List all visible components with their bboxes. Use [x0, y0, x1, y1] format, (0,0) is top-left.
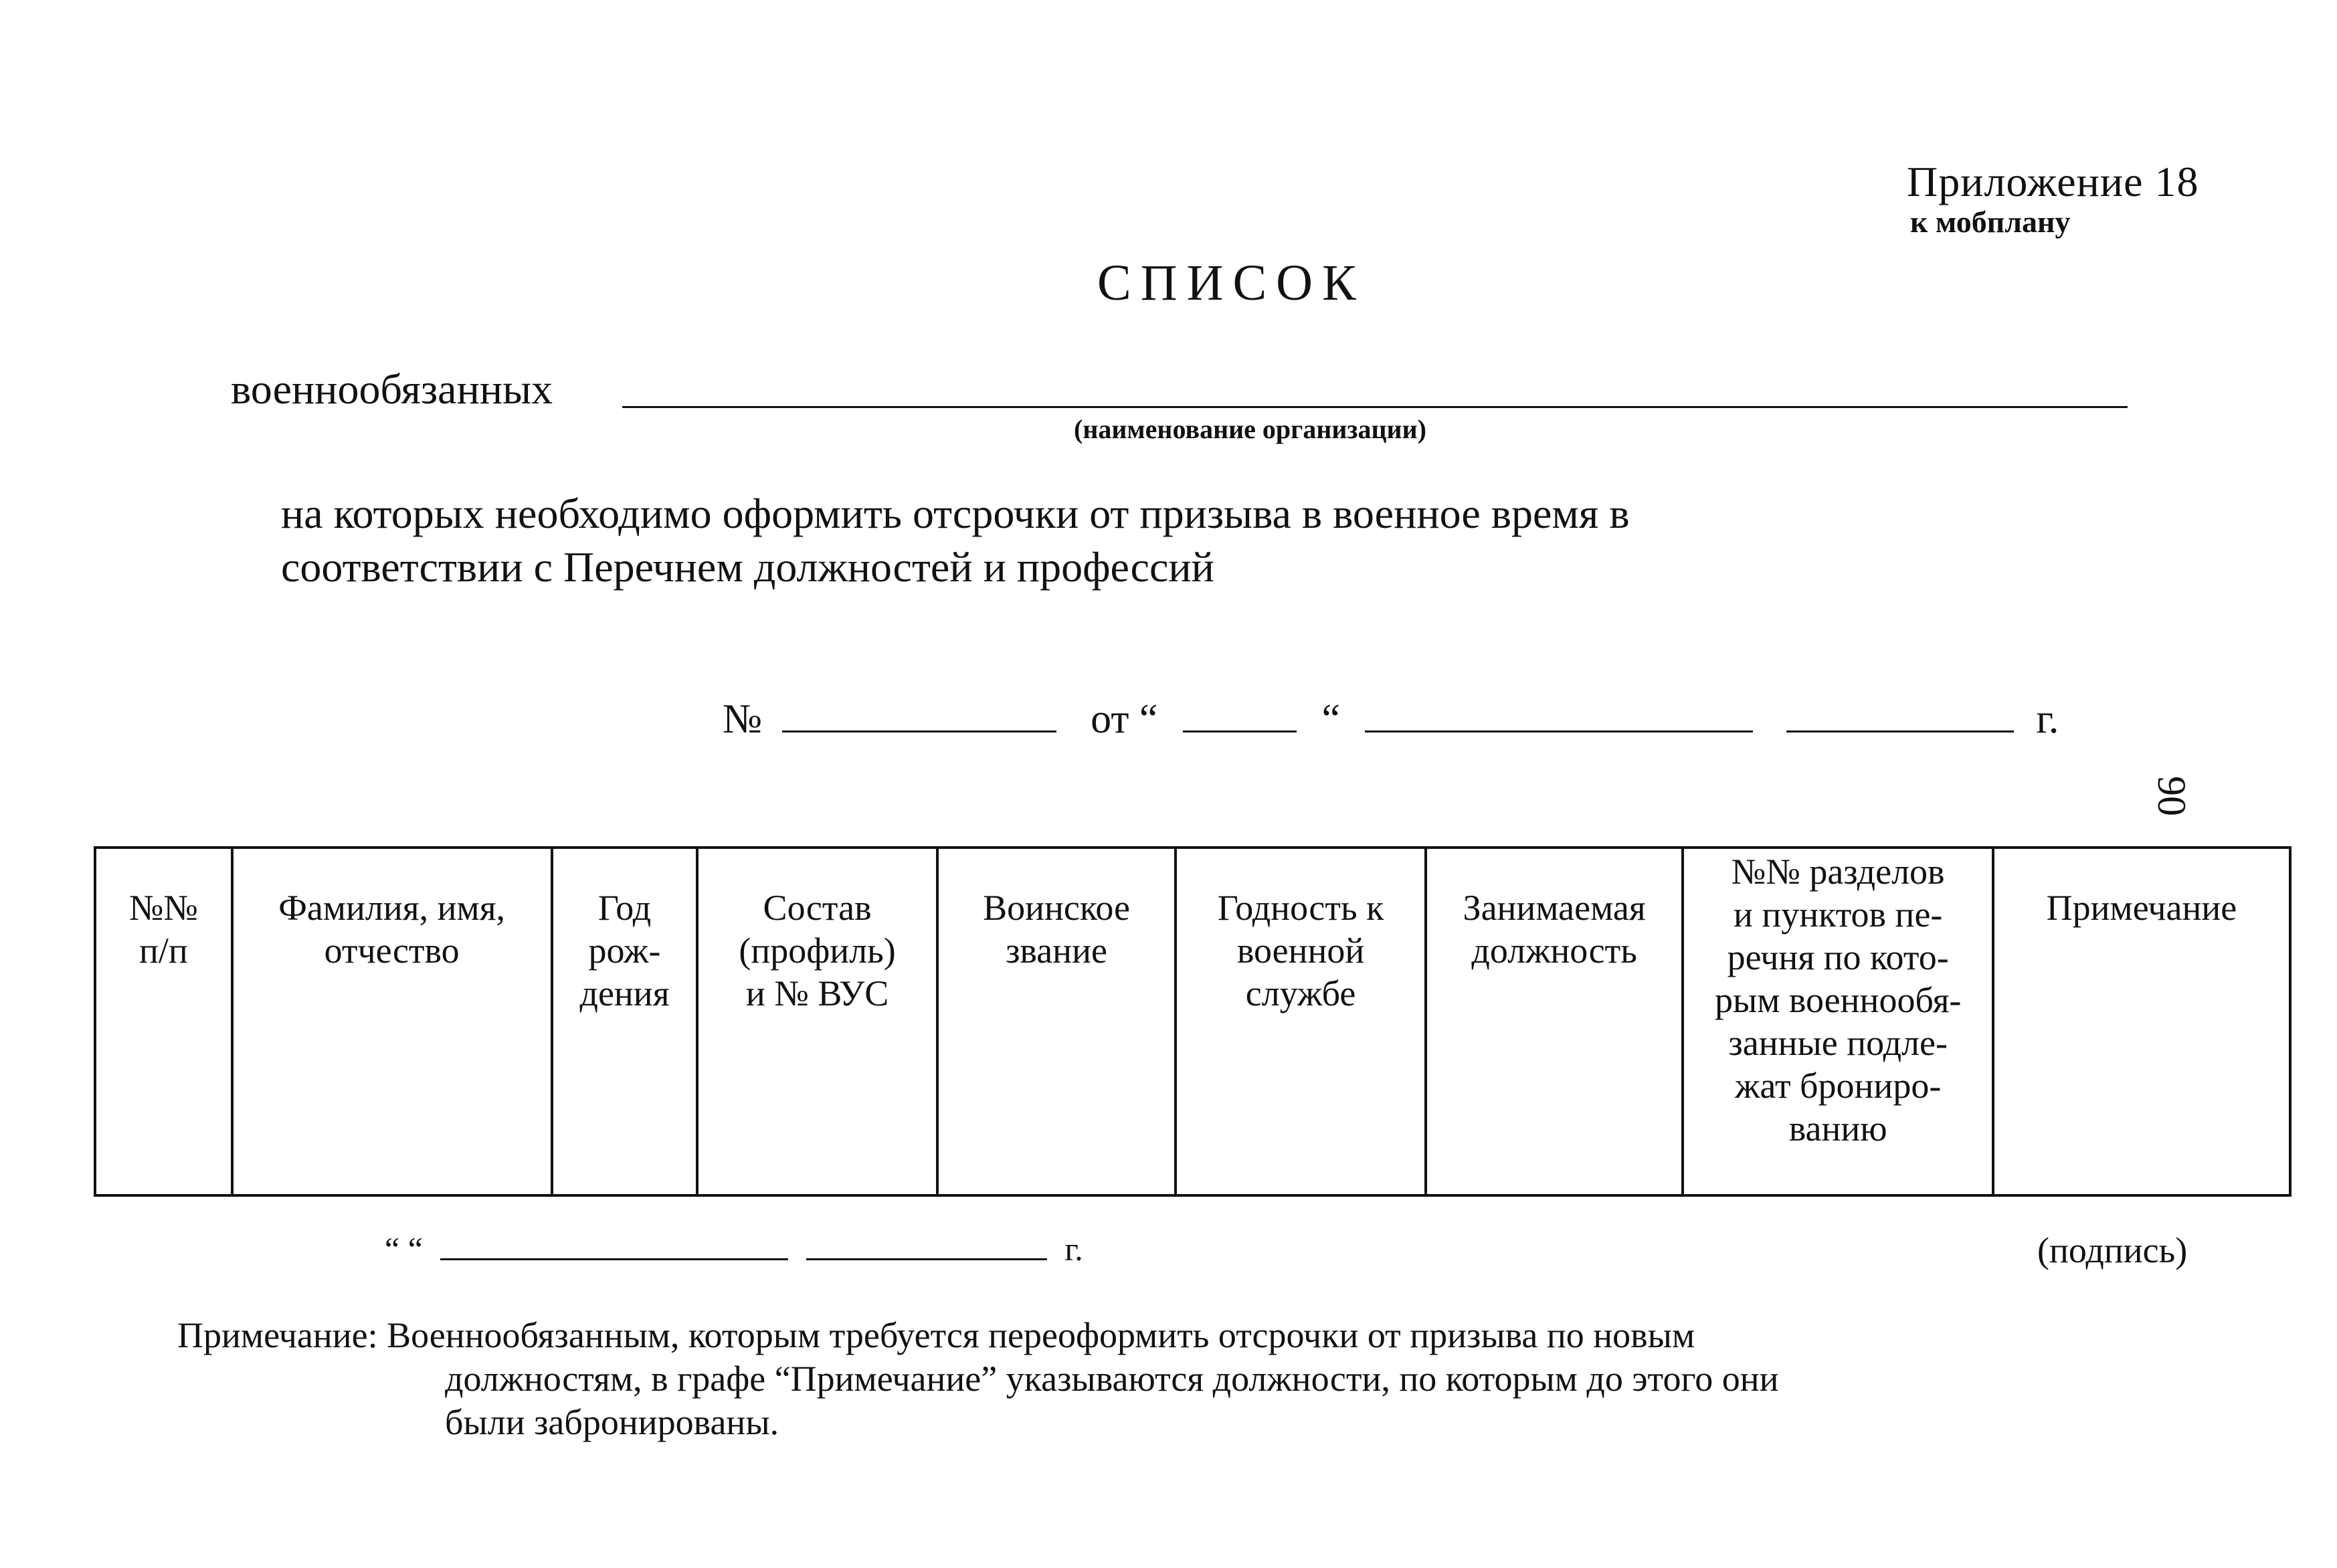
header-sections-line: и пунктов пе- — [1733, 894, 1943, 935]
header-number-line: №№ — [128, 888, 198, 928]
header-composition-line: (профиль) — [739, 930, 896, 971]
signature-quotes: “ “ — [385, 1230, 423, 1268]
description-line-2: соответствии с Перечнем должностей и профессий — [281, 543, 1214, 591]
header-birth-year-line: рож- — [588, 930, 661, 971]
header-sections — [1683, 848, 1992, 1195]
signature-month-blank[interactable] — [440, 1236, 788, 1260]
header-sections-line: ванию — [1788, 1108, 1887, 1149]
appendix-subtitle: к мобплану — [1910, 205, 2071, 239]
header-fitness-line: Годность к — [1217, 888, 1384, 928]
header-full-name-line: отчество — [324, 930, 460, 971]
table-header-row — [95, 848, 2290, 1195]
organization-blank-line[interactable] — [622, 406, 2128, 408]
header-rank-line: звание — [1006, 930, 1107, 971]
signature-year-suffix: г. — [1064, 1230, 1083, 1268]
header-composition-line: и № ВУС — [745, 973, 889, 1013]
header-full-name — [232, 848, 552, 1195]
organization-label: военнообязанных — [231, 365, 553, 413]
closing-quote: “ — [1321, 696, 1340, 742]
month-blank[interactable] — [1365, 704, 1753, 732]
signature-date-row — [385, 1230, 1083, 1268]
header-position — [1426, 848, 1683, 1195]
header-number — [95, 848, 232, 1195]
header-sections-line: №№ разделов — [1731, 852, 1945, 892]
day-blank[interactable] — [1183, 704, 1297, 732]
page-number: 90 — [2150, 776, 2194, 816]
header-birth-year — [552, 848, 698, 1195]
header-sections-line: речня по кото- — [1727, 937, 1949, 977]
header-rank-line: Воинское — [983, 888, 1130, 928]
header-full-name-line: Фамилия, имя, — [278, 888, 506, 928]
header-sections-line: жат брониро- — [1735, 1066, 1942, 1106]
number-date-row — [723, 696, 2059, 743]
header-fitness — [1176, 848, 1425, 1195]
header-position-line: должность — [1471, 930, 1637, 971]
header-number-line: п/п — [138, 930, 188, 971]
description-line-1: на которых необходимо оформить отсрочки от призыва в военное время в — [281, 490, 1630, 537]
header-composition-line: Состав — [763, 888, 872, 928]
header-notes — [1993, 848, 2290, 1195]
signature-year-blank[interactable] — [806, 1236, 1047, 1260]
header-notes-line: Примечание — [2046, 888, 2237, 928]
header-birth-year-line: Год — [597, 888, 652, 928]
personnel-table — [94, 846, 2292, 1197]
header-fitness-line: службе — [1245, 973, 1356, 1013]
header-position-line: Занимаемая — [1463, 888, 1646, 928]
signature-caption: (подпись) — [2037, 1230, 2188, 1270]
header-rank — [937, 848, 1176, 1195]
from-label: от “ — [1091, 696, 1158, 742]
header-sections-line: рым военнообя- — [1714, 980, 1962, 1020]
number-blank[interactable] — [782, 704, 1056, 732]
note-line-3: были забронированы. — [445, 1402, 779, 1442]
appendix-title: Приложение 18 — [1907, 158, 2199, 205]
organization-caption: (наименование организации) — [1074, 414, 1426, 444]
header-sections-line: занные подле- — [1728, 1023, 1948, 1063]
note-line-1: Примечание: Военнообязанным, которым требуется переоформить отсрочки от призыва по новым — [177, 1315, 1695, 1355]
note-line-2: должностям, в графе “Примечание” указываются должности, по которым до этого они — [445, 1359, 1779, 1399]
year-suffix: г. — [2036, 696, 2059, 742]
year-blank[interactable] — [1786, 704, 2014, 732]
header-fitness-line: военной — [1236, 930, 1365, 971]
header-composition — [697, 848, 937, 1195]
description-paragraph — [281, 487, 1954, 594]
header-birth-year-line: дения — [579, 973, 670, 1013]
number-sign: № — [723, 696, 763, 742]
document-title: СПИСОК — [1097, 255, 1366, 311]
